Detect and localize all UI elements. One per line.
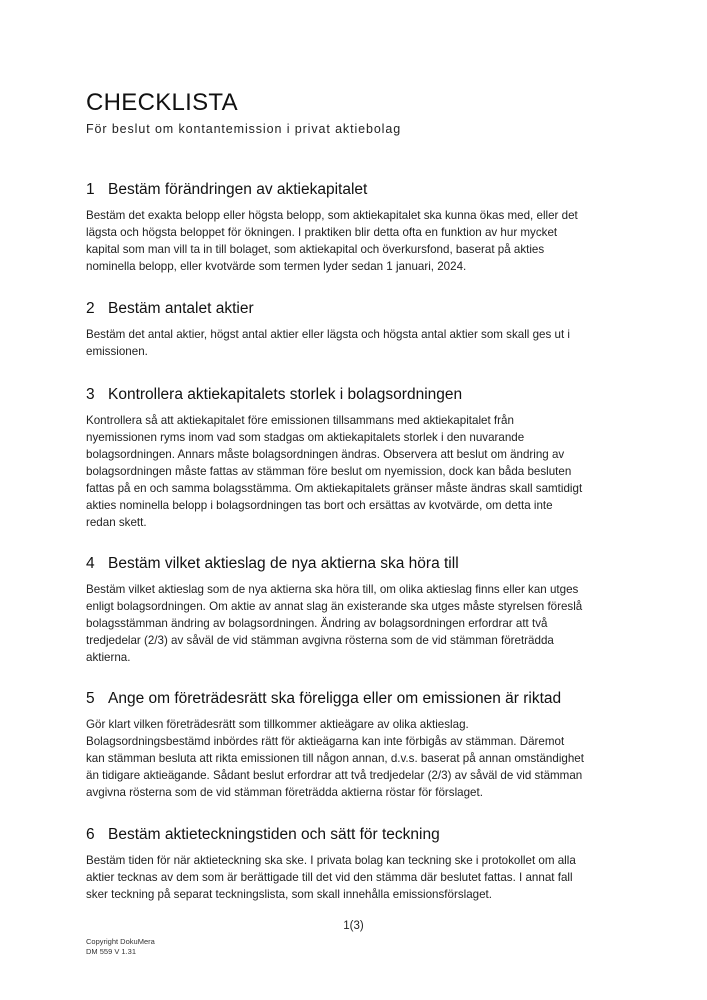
- section-heading-text: Kontrollera aktiekapitalets storlek i bolagsordningen: [108, 386, 463, 403]
- section-heading: [86, 180, 616, 200]
- section-body: [86, 716, 616, 801]
- section-body: [86, 207, 616, 275]
- body-line: bolagsstämman ändring av bolagsordningen. Ändring av bolagsordningen erfordrar att två: [86, 617, 548, 630]
- section-number: 6: [86, 826, 95, 843]
- document-subtitle: För beslut om kontantemission i privat aktiebolag: [86, 122, 402, 136]
- section-3: [86, 385, 616, 531]
- section-4: [86, 554, 616, 666]
- body-line: Bestäm vilket aktieslag som de nya aktierna ska höra till, om olika aktieslag finns eller kan utges: [86, 583, 579, 596]
- body-line: fattas på en och samma bolagsstämma. Om aktiekapitalets gränser måste ändras skall samtidigt: [86, 482, 583, 495]
- body-line: redan skett.: [86, 516, 147, 529]
- section-heading: [86, 299, 616, 319]
- footer: [86, 937, 155, 957]
- footer-copyright: Copyright DokuMera: [86, 937, 155, 946]
- body-line: bolagsordningen. Annars måste bolagsordningen ändras. Observera att beslut om ändring av: [86, 448, 565, 461]
- section-heading-text: Bestäm förändringen av aktiekapitalet: [108, 181, 368, 198]
- body-line: kan stämman besluta att rikta emissionen till någon annan, d.v.s. baserat på annan omständighet: [86, 752, 584, 765]
- section-number: 1: [86, 181, 95, 198]
- body-line: aktierna.: [86, 651, 131, 664]
- footer-doc-id: DM 559 V 1.31: [86, 947, 137, 956]
- body-line: Bolagsordningsbestämd inbördes rätt för aktieägarna kan inte förbigås av stämman. Däremot: [86, 735, 565, 748]
- body-line: tredjedelar (2/3) av såväl de vid stämman avgivna rösterna som de vid stämman företrädda: [86, 634, 554, 647]
- section-heading-text: Bestäm antalet aktier: [108, 300, 254, 317]
- body-line: Gör klart vilken företrädesrätt som tillkommer aktieägare av olika aktieslag.: [86, 718, 469, 731]
- page-number: 1(3): [343, 920, 364, 932]
- section-body: [86, 581, 616, 666]
- section-number: 5: [86, 690, 95, 707]
- body-line: aktier tecknas av dem som är berättigade till det vid den stämma där beslutet fattas. I annat fall: [86, 871, 573, 884]
- body-line: lägsta och högsta beloppet för ökningen. I praktiken blir detta ofta en funktion av hur mycket: [86, 226, 558, 239]
- body-line: Kontrollera så att aktiekapitalet före emissionen tillsammans med aktiekapitalet från: [86, 414, 514, 427]
- body-line: kapital som man vill ta in till bolaget, som aktiekapital och överkursfond, baserat på akties: [86, 243, 545, 256]
- section-heading: [86, 385, 616, 405]
- body-line: avgivna rösterna som de vid stämman företrädda aktierna röstar för förslaget.: [86, 786, 483, 799]
- section-5: [86, 689, 616, 801]
- body-line: Bestäm det exakta belopp eller högsta belopp, som aktiekapitalet ska kunna ökas med, eller det: [86, 209, 578, 222]
- section-6: [86, 825, 616, 903]
- body-line: sker teckning på separat teckningslista, som skall innehålla emissionsförslaget.: [86, 888, 492, 901]
- section-heading: [86, 689, 616, 709]
- section-1: [86, 180, 616, 275]
- section-heading-text: Ange om företrädesrätt ska föreligga eller om emissionen är riktad: [108, 690, 562, 707]
- section-2: [86, 299, 616, 360]
- document-title: CHECKLISTA: [86, 89, 238, 116]
- section-body: [86, 412, 616, 531]
- body-line: emissionen.: [86, 345, 148, 358]
- section-number: 3: [86, 386, 95, 403]
- section-body: [86, 852, 616, 903]
- body-line: Bestäm tiden för när aktieteckning ska ske. I privata bolag kan teckning ske i protokollet om alla: [86, 854, 576, 867]
- section-heading: [86, 554, 616, 574]
- body-line: akties nominella belopp i bolagsordningen tas bort och ersättas av kvotvärde, om detta inte: [86, 499, 553, 512]
- section-body: [86, 326, 616, 360]
- body-line: Bestäm det antal aktier, högst antal aktier eller lägsta och högsta antal aktier som skall ges ut i: [86, 328, 570, 341]
- section-number: 2: [86, 300, 95, 317]
- body-line: bolagsordningen måste fattas av stämman före beslut om nyemission, dock kan båda besluten: [86, 465, 572, 478]
- section-heading: [86, 825, 616, 845]
- body-line: än tidigare aktieägande. Sådant beslut erfordrar att två tredjedelar (2/3) av såväl de vid stämman: [86, 769, 583, 782]
- section-number: 4: [86, 555, 95, 572]
- section-heading-text: Bestäm aktieteckningstiden och sätt för teckning: [108, 826, 440, 843]
- body-line: enligt bolagsordningen. Om aktie av annat slag än existerande ska utges måste styrelsen föreslå: [86, 600, 583, 613]
- body-line: nominella belopp, eller kvotvärde som termen lyder sedan 1 januari, 2024.: [86, 260, 467, 273]
- section-heading-text: Bestäm vilket aktieslag de nya aktierna ska höra till: [108, 555, 459, 572]
- body-line: nyemissionen ryms inom vad som stadgas om aktiekapitalets storlek i den nuvarande: [86, 431, 525, 444]
